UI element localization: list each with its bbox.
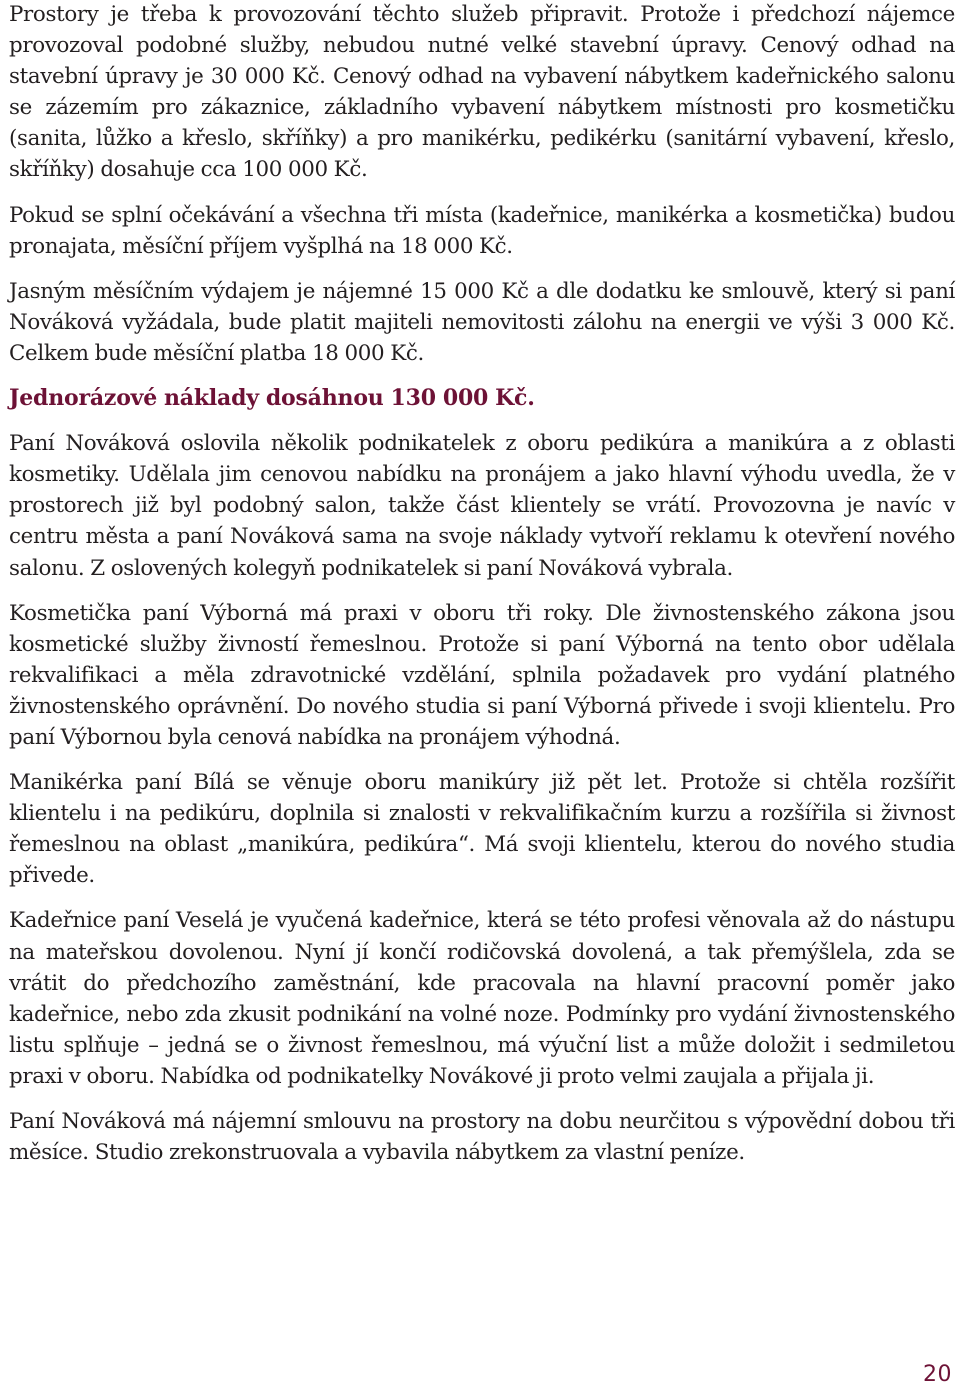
paragraph-cosmetician: Kosmetička paní Výborná má praxi v oboru tři roky. Dle živnostenského zákona jsou kosmetické služby živností řemeslnou. Protože si paní Výborná na tento obor udělala rekvalifikaci a měla zdravotnické vzdělání, splnila požadavek pro vydání platného živnostenského oprávnění. Do nového studia si paní Výborná přivede i svoji klientelu. Pro paní Výbornou byla cenová nabídka na pronájem výhodná.	[9, 600, 955, 750]
paragraph-manicurist: Manikérka paní Bílá se věnuje oboru manikúry již pět let. Protože si chtěla rozšířit klientelu i na pedikúru, doplnila si znalosti v rekvalifikačním kurzu a rozšířila si živnost řemeslnou na oblast „manikúra, pedikúra“. Má svoji klientelu, kterou do nového studia přivede.	[9, 770, 955, 889]
paragraph-tenant-search: Paní Nováková oslovila několik podnikatelek z oboru pedikúra a manikúra a z oblasti kosmetiky. Udělala jim cenovou nabídku na pronájem a jako hlavní výhodu uvedla, že v prostorech již byl podobný salon, takže část klientely se vrátí. Provozovna je navíc v centru města a paní Nováková sama na svoje náklady vytvoří reklamu k otevření nového salonu. Z oslovených kolegyň podnikatelek si paní Nováková vybrala.	[9, 431, 955, 581]
section-heading-one-time-costs: Jednorázové náklady dosáhnou 130 000 Kč.	[9, 385, 535, 412]
paragraph-expected-income: Pokud se splní očekávání a všechna tři místa (kadeřnice, manikérka a kosmetička) budou pronajata, měsíční příjem vyšplhá na 18 000 Kč.	[9, 202, 955, 259]
paragraph-lease-contract: Paní Nováková má nájemní smlouvu na prostory na dobu neurčitou s výpovědní dobou tři měsíce. Studio zrekonstruovala a vybavila nábytkem za vlastní peníze.	[9, 1109, 955, 1166]
paragraph-hairdresser: Kadeřnice paní Veselá je vyučená kadeřnice, která se této profesi věnovala až do nástupu na mateřskou dovolenou. Nyní jí končí rodičovská dovolená, a tak přemýšlela, zda se vrátit do předchozího zaměstnání, kde pracovala na hlavní pracovní poměr jako kadeřnice, nebo zda zkusit podnikání na volné noze. Podmínky pro vydání živnostenského listu splňuje – jedná se o živnost řemeslnou, má výuční list a může doložit i sedmiletou praxi v oboru. Nabídka od podnikatelky Novákové ji proto velmi zaujala a přijala ji.	[9, 908, 955, 1089]
paragraph-monthly-expenses: Jasným měsíčním výdajem je nájemné 15 000 Kč a dle dodatku ke smlouvě, který si paní Nováková vyžádala, bude platit majiteli nemovitosti zálohu na energii ve výši 3 000 Kč. Celkem bude měsíční platba 18 000 Kč.	[9, 278, 955, 366]
document-page	[9, 0, 955, 1182]
page-number: 20	[923, 1362, 952, 1387]
paragraph-renovation-costs: Prostory je třeba k provozování těchto služeb připravit. Protože i předchozí nájemce provozoval podobné služby, nebudou nutné velké stavební úpravy. Cenový odhad na stavební úpravy je 30 000 Kč. Cenový odhad na vybavení nábytkem kadeřnického salonu se zázemím pro zákaznice, základního vybavení nábytkem místnosti pro kosmetičku (sanita, lůžko a křeslo, skříňky) a pro manikérku, pedikérku (sanitární vybavení, křeslo, skříňky) dosahuje cca 100 000 Kč.	[9, 2, 955, 183]
